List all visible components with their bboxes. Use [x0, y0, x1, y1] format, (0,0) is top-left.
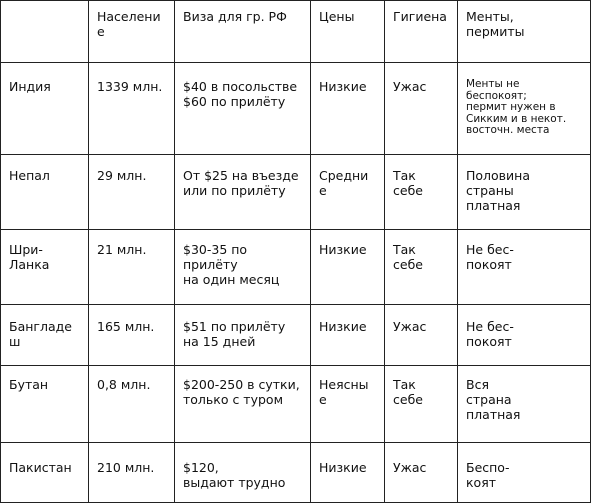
cell-country: Бангладе ш [1, 305, 89, 366]
cell-population: 165 млн. [89, 305, 175, 366]
cell-hygiene: Ужас [385, 63, 458, 155]
table-row [1, 366, 591, 443]
cell-hygiene: Ужас [385, 443, 458, 503]
cell-population: 210 млн. [89, 443, 175, 503]
table-row [1, 443, 591, 503]
cell-police-permits: Не бес- покоят [458, 305, 591, 366]
cell-visa: $30-35 по прилёту на один месяц [175, 230, 311, 305]
cell-country: Шри- Ланка [1, 230, 89, 305]
table-row [1, 155, 591, 230]
cell-hygiene: Так себе [385, 230, 458, 305]
cell-hygiene: Так себе [385, 155, 458, 230]
header-cell-country [1, 1, 89, 63]
header-cell-population: Населени е [89, 1, 175, 63]
cell-prices: Низкие [311, 230, 385, 305]
cell-visa: $200-250 в сутки, только с туром [175, 366, 311, 443]
cell-country: Индия [1, 63, 89, 155]
cell-visa: $120, выдают трудно [175, 443, 311, 503]
cell-prices: Низкие [311, 63, 385, 155]
header-cell-hygiene: Гигиена [385, 1, 458, 63]
cell-police-permits: Не бес- покоят [458, 230, 591, 305]
cell-police-permits: Половина страны платная [458, 155, 591, 230]
cell-visa: $40 в посольстве $60 по прилёту [175, 63, 311, 155]
cell-population: 0,8 млн. [89, 366, 175, 443]
cell-population: 21 млн. [89, 230, 175, 305]
cell-police-permits: Беспо- коят [458, 443, 591, 503]
cell-visa: От $25 на въезде или по прилёту [175, 155, 311, 230]
cell-population: 1339 млн. [89, 63, 175, 155]
cell-police-permits: Вся страна платная [458, 366, 591, 443]
cell-prices: Низкие [311, 443, 385, 503]
cell-visa: $51 по прилёту на 15 дней [175, 305, 311, 366]
cell-country: Непал [1, 155, 89, 230]
table-header-row [1, 1, 591, 63]
table-row [1, 305, 591, 366]
table-row [1, 230, 591, 305]
cell-country: Пакистан [1, 443, 89, 503]
table-row [1, 63, 591, 155]
cell-prices: Низкие [311, 305, 385, 366]
cell-police-permits: Менты не беспокоят; пермит нужен в Сикким и в некот. восточн. места [458, 63, 591, 155]
cell-country: Бутан [1, 366, 89, 443]
cell-hygiene: Так себе [385, 366, 458, 443]
header-cell-police-permits: Менты, пермиты [458, 1, 591, 63]
header-cell-visa: Виза для гр. РФ [175, 1, 311, 63]
cell-hygiene: Ужас [385, 305, 458, 366]
header-cell-prices: Цены [311, 1, 385, 63]
cell-population: 29 млн. [89, 155, 175, 230]
cell-prices: Неясны е [311, 366, 385, 443]
cell-prices: Средни е [311, 155, 385, 230]
